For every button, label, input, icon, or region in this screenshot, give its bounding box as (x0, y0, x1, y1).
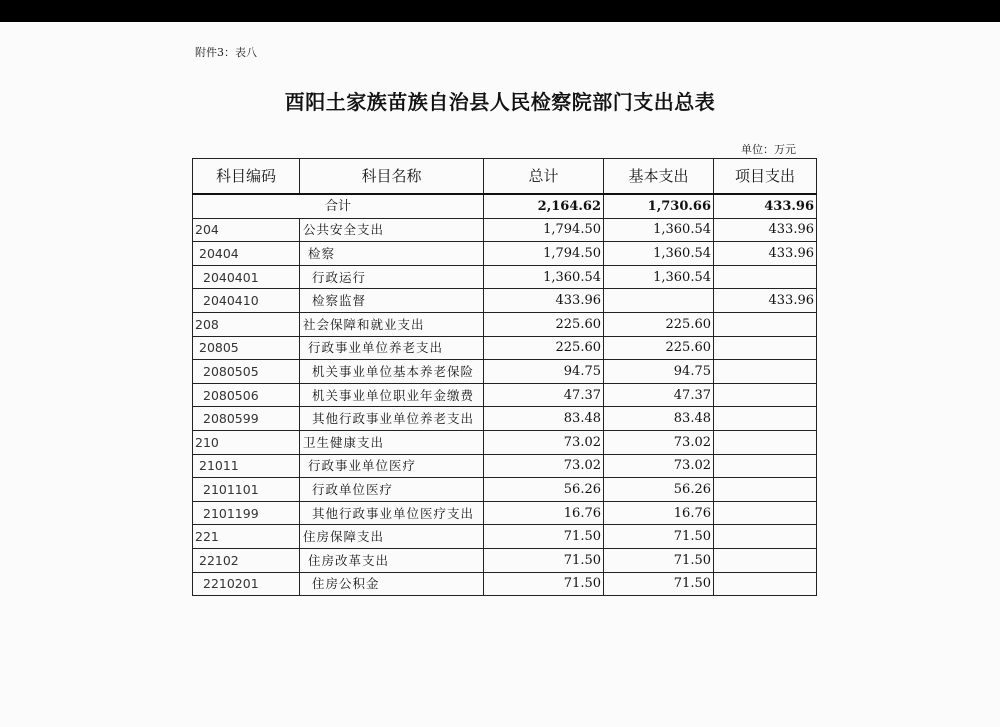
basic-expenditure-cell: 83.48 (604, 407, 714, 431)
account-name-cell: 检察监督 (300, 289, 484, 313)
total-cell: 71.50 (484, 548, 604, 572)
project-expenditure-cell (714, 383, 817, 407)
account-code-cell: 2080599 (193, 407, 300, 431)
total-basic: 1,730.66 (604, 194, 714, 218)
account-name-cell: 机关事业单位基本养老保险 (300, 360, 484, 384)
scan-top-border (0, 0, 1000, 22)
total-cell: 73.02 (484, 430, 604, 454)
table-row (193, 407, 817, 431)
account-code-cell: 2040401 (193, 265, 300, 289)
account-name-cell: 机关事业单位职业年金缴费 (300, 383, 484, 407)
table-row (193, 336, 817, 360)
total-cell: 225.60 (484, 336, 604, 360)
account-code-cell: 204 (193, 218, 300, 242)
table-row (193, 454, 817, 478)
table-row (193, 572, 817, 596)
account-name-cell: 其他行政事业单位养老支出 (300, 407, 484, 431)
total-cell: 1,794.50 (484, 242, 604, 266)
account-name-cell: 其他行政事业单位医疗支出 (300, 501, 484, 525)
basic-expenditure-cell: 71.50 (604, 572, 714, 596)
column-header-project: 项目支出 (714, 159, 817, 195)
basic-expenditure-cell: 1,360.54 (604, 265, 714, 289)
attachment-label: 附件3：表八 (195, 46, 257, 59)
total-cell: 71.50 (484, 525, 604, 549)
account-code-cell: 20404 (193, 242, 300, 266)
project-expenditure-cell (714, 430, 817, 454)
account-code-cell: 2101101 (193, 478, 300, 502)
account-code-cell: 2080506 (193, 383, 300, 407)
table-row (193, 289, 817, 313)
total-cell: 56.26 (484, 478, 604, 502)
basic-expenditure-cell: 56.26 (604, 478, 714, 502)
basic-expenditure-cell: 1,360.54 (604, 242, 714, 266)
total-cell: 73.02 (484, 454, 604, 478)
table-row (193, 242, 817, 266)
project-expenditure-cell: 433.96 (714, 218, 817, 242)
account-code-cell: 2101199 (193, 501, 300, 525)
basic-expenditure-cell: 225.60 (604, 312, 714, 336)
account-code-cell: 22102 (193, 548, 300, 572)
table-row (193, 360, 817, 384)
column-header-total: 总计 (484, 159, 604, 195)
table-row (193, 478, 817, 502)
account-name-cell: 住房改革支出 (300, 548, 484, 572)
table-row (193, 501, 817, 525)
project-expenditure-cell (714, 478, 817, 502)
account-code-cell: 210 (193, 430, 300, 454)
total-cell: 16.76 (484, 501, 604, 525)
basic-expenditure-cell: 71.50 (604, 525, 714, 549)
project-expenditure-cell (714, 312, 817, 336)
table-header-row (193, 159, 817, 195)
project-expenditure-cell (714, 548, 817, 572)
basic-expenditure-cell: 16.76 (604, 501, 714, 525)
total-cell: 71.50 (484, 572, 604, 596)
total-cell: 225.60 (484, 312, 604, 336)
account-code-cell: 2080505 (193, 360, 300, 384)
total-cell: 47.37 (484, 383, 604, 407)
total-cell: 433.96 (484, 289, 604, 313)
project-expenditure-cell (714, 454, 817, 478)
account-name-cell: 卫生健康支出 (300, 430, 484, 454)
page-title: 酉阳土家族苗族自治县人民检察院部门支出总表 (284, 90, 716, 114)
account-name-cell: 检察 (300, 242, 484, 266)
account-name-cell: 公共安全支出 (300, 218, 484, 242)
account-name-cell: 行政单位医疗 (300, 478, 484, 502)
project-expenditure-cell: 433.96 (714, 289, 817, 313)
basic-expenditure-cell: 225.60 (604, 336, 714, 360)
project-expenditure-cell (714, 336, 817, 360)
basic-expenditure-cell (604, 289, 714, 313)
account-code-cell: 2210201 (193, 572, 300, 596)
project-expenditure-cell (714, 360, 817, 384)
total-row (193, 194, 817, 218)
basic-expenditure-cell: 71.50 (604, 548, 714, 572)
basic-expenditure-cell: 47.37 (604, 383, 714, 407)
unit-label: 单位：万元 (741, 143, 796, 156)
column-header-name: 科目名称 (300, 159, 484, 195)
table-row (193, 548, 817, 572)
project-expenditure-cell (714, 501, 817, 525)
basic-expenditure-cell: 1,360.54 (604, 218, 714, 242)
account-name-cell: 行政运行 (300, 265, 484, 289)
total-sum: 2,164.62 (484, 194, 604, 218)
table-row (193, 312, 817, 336)
account-code-cell: 2040410 (193, 289, 300, 313)
expenditure-table (192, 158, 817, 596)
project-expenditure-cell (714, 407, 817, 431)
basic-expenditure-cell: 73.02 (604, 454, 714, 478)
basic-expenditure-cell: 94.75 (604, 360, 714, 384)
account-name-cell: 行政事业单位医疗 (300, 454, 484, 478)
table-row (193, 218, 817, 242)
total-cell: 1,794.50 (484, 218, 604, 242)
project-expenditure-cell (714, 525, 817, 549)
column-header-code: 科目编码 (193, 159, 300, 195)
total-cell: 1,360.54 (484, 265, 604, 289)
account-name-cell: 住房保障支出 (300, 525, 484, 549)
table-row (193, 265, 817, 289)
account-name-cell: 行政事业单位养老支出 (300, 336, 484, 360)
account-code-cell: 221 (193, 525, 300, 549)
table-row (193, 525, 817, 549)
account-name-cell: 社会保障和就业支出 (300, 312, 484, 336)
project-expenditure-cell (714, 265, 817, 289)
basic-expenditure-cell: 73.02 (604, 430, 714, 454)
account-code-cell: 208 (193, 312, 300, 336)
project-expenditure-cell (714, 572, 817, 596)
account-code-cell: 20805 (193, 336, 300, 360)
account-name-cell: 住房公积金 (300, 572, 484, 596)
total-cell: 83.48 (484, 407, 604, 431)
table-row (193, 383, 817, 407)
total-label: 合计 (193, 194, 484, 218)
project-expenditure-cell: 433.96 (714, 242, 817, 266)
column-header-basic: 基本支出 (604, 159, 714, 195)
total-cell: 94.75 (484, 360, 604, 384)
table-row (193, 430, 817, 454)
total-project: 433.96 (714, 194, 817, 218)
account-code-cell: 21011 (193, 454, 300, 478)
